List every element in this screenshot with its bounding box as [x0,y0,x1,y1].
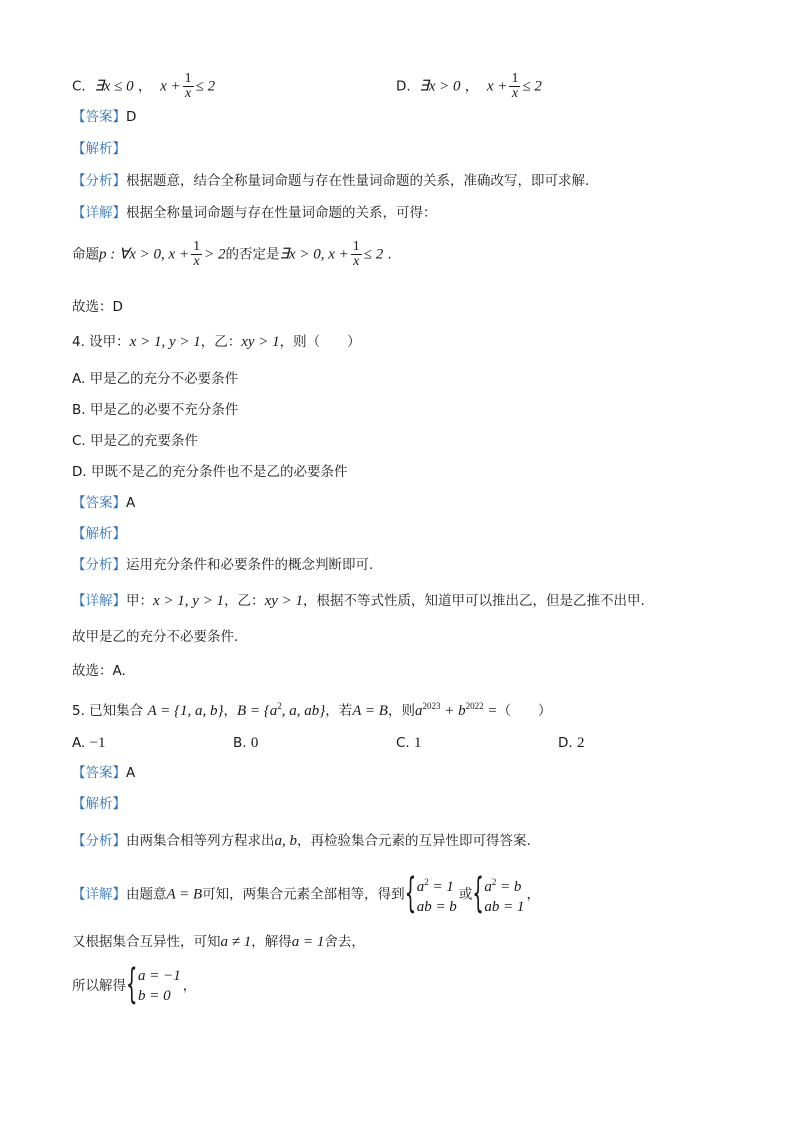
q3-fenxi: 【分析】根据题意，结合全称量词命题与存在性量词命题的关系，准确改写，即可求解. [72,173,590,189]
q5-fenxi: 【分析】由两集合相等列方程求出a, b，再检验集合元素的互异性即可得答案. [72,833,531,849]
fraction-1-over-x: $\frac{1}{x}$ [511,71,519,101]
equation-system-1: { $a^2 = 1$ ab = b [404,869,457,918]
q3-option-c: C. ∃x ≤ 0 ， x + $\frac{1}{x}$ ≤ 2 [72,71,216,101]
q3-option-d: D. ∃x > 0 ， x + $\frac{1}{x}$ ≤ 2 [396,71,542,101]
q4-fenxi: 【分析】运用充分条件和必要条件的概念判断即可. [72,557,374,573]
q4-option-a: A. 甲是乙的充分不必要条件 [72,371,239,387]
fraction-1-over-x: $\frac{1}{x}$ [352,239,360,269]
fraction-1-over-x: $\frac{1}{x}$ [193,239,201,269]
q5-option-a: A. −1 [72,735,106,751]
q3-conclusion: 故选：D [72,299,123,315]
q3-answer: 【答案】D [72,109,137,125]
q5-answer: 【答案】A [72,765,136,781]
q4-conclusion: 故选：A. [72,663,126,679]
q3-negation-line: 命题p : ∀x > 0, x + $\frac{1}{x}$ > 2的否定是∃x > 0, x + $\frac{1}{x}$ ≤ 2 . [72,239,392,269]
q5-stem: 5. 已知集合 A = {1, a, b}，$B = \{a^2$, a, ab}，若A = B，则$a^{2023} + b^{2022}$ =（ ） [72,701,552,719]
answer-tag: 【答案】 [72,109,126,125]
q5-line-2: 又根据集合互异性，可知a ≠ 1，解得a = 1舍去， [72,934,365,950]
fraction-1-over-x: $\frac{1}{x}$ [184,71,192,101]
equation-system-3: { a = −1 b = 0 [126,960,181,1009]
q5-option-b: B. 0 [233,735,259,751]
q5-line-3: 所以解得 { a = −1 b = 0 ， [72,960,197,1009]
q4-xiangjie: 【详解】甲：x > 1, y > 1，乙：xy > 1，根据不等式性质，知道甲可以推出乙，但是乙推不出甲. [72,593,645,609]
q4-option-d: D. 甲既不是乙的充分条件也不是乙的必要条件 [72,464,348,480]
q3-option-d-math: ∃x > 0 [419,78,461,95]
q3-xiangjie: 【详解】根据全称量词命题与存在性量词命题的关系，可得： [72,205,437,221]
q3-analysis-tag: 【解析】 [72,141,126,157]
q3-option-c-math: ∃x ≤ 0 [94,78,134,95]
q4-stem: 4. 设甲：x > 1, y > 1，乙：xy > 1，则（ ） [72,334,361,350]
q4-line-2: 故甲是乙的充分不必要条件. [72,629,239,645]
q5-xiangjie: 【详解】由题意A = B可知，两集合元素全部相等，得到 { $a^2 = 1$ ab = b 或 { $a^2 = b$ ab = 1 ， [72,869,540,918]
q5-analysis-tag: 【解析】 [72,796,126,812]
q4-analysis-tag: 【解析】 [72,526,126,542]
q4-option-b: B. 甲是乙的必要不充分条件 [72,402,239,418]
q4-option-c: C. 甲是乙的充要条件 [72,433,199,449]
q5-option-c: C. 1 [396,735,422,751]
equation-system-2: { $a^2 = b$ ab = 1 [472,869,525,918]
q4-answer: 【答案】A [72,495,136,511]
q5-option-d: D. 2 [558,735,585,751]
